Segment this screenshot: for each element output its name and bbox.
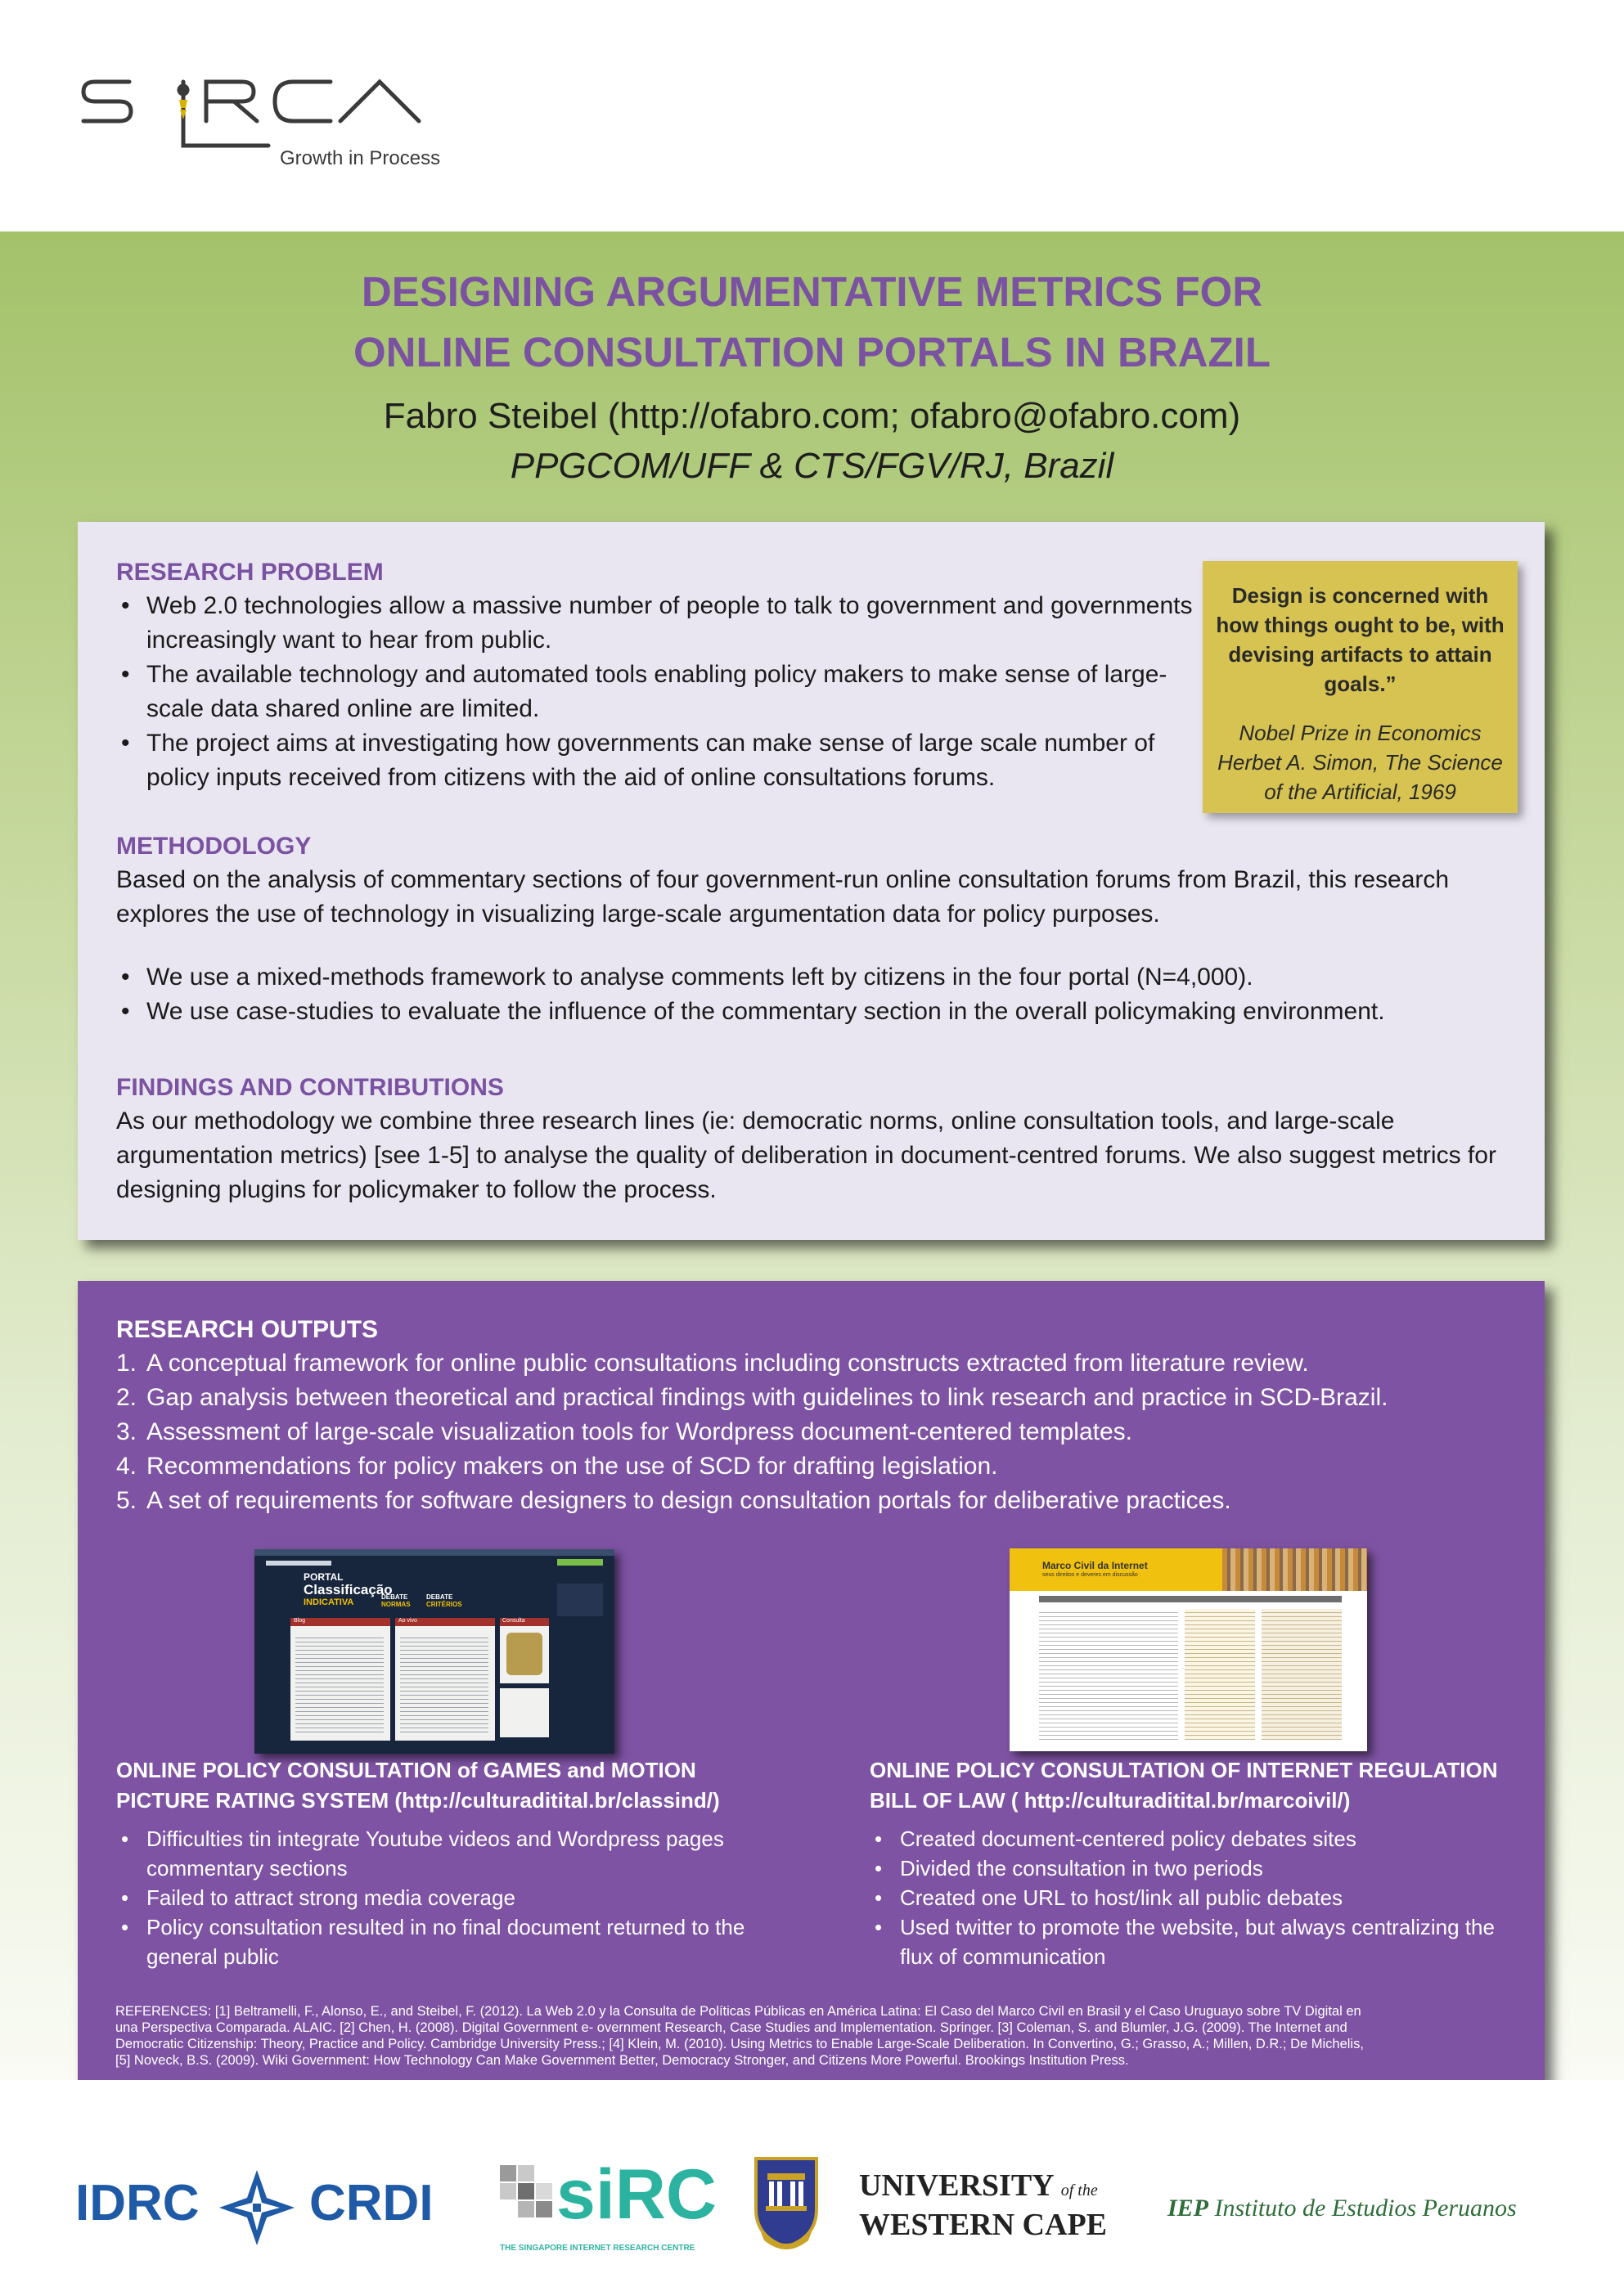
- affiliation-line: PPGCOM/UFF & CTS/FGV/RJ, Brazil: [510, 446, 1114, 486]
- uwc-wordmark: [859, 2168, 1107, 2242]
- crdi-logo-text: CRDI: [309, 2175, 434, 2231]
- title-line-2: ONLINE CONSULTATION PORTALS IN BRAZIL: [353, 329, 1271, 375]
- title-line-1: DESIGNING ARGUMENTATIVE METRICS FOR: [361, 268, 1263, 315]
- reference-line: una Perspectiva Comparada. ALAIC. [2] Chen, H. (2008). Digital Government e- overnment Research, Case Studies and Implementation. Springer. [3] Coleman, S. and Blumler, J.G. (2009). The Internet and: [115, 2020, 1347, 2035]
- findings-section: [116, 1072, 1523, 1207]
- research-outputs-section: [116, 1314, 1540, 1518]
- list-item: 3. Assessment of large-scale visualization tools for Wordpress document-centered templates.: [116, 1418, 1132, 1445]
- findings-paragraph: As our methodology we combine three research lines (ie: democratic norms, online consultation tools, and large-scale argumentation metrics) [see 1-5] to analyse the quality of deliberation in document-centred forums. We also suggest metrics for designing plugins for policymaker to follow the process.: [116, 1108, 1496, 1203]
- case-study-classind: [116, 1755, 803, 1971]
- list-item: 5. A set of requirements for software designers to design consultation portals for deliberative practices.: [116, 1487, 1231, 1514]
- quote-source: Nobel Prize in Economics Herbet A. Simon, The Science of the Artificial, 1969: [1217, 721, 1503, 804]
- marco-civil-title: Marco Civil da Internet: [1042, 1560, 1148, 1571]
- portal-label: PORTAL: [304, 1571, 344, 1583]
- research-problem-section: [116, 556, 1196, 795]
- reference-line: REFERENCES: [1] Beltramelli, F., Alonso, E., and Steibel, F. (2012). La Web 2.0 y la Consulta de Políticas Públicas en América Latina: El Caso del Marco Civil en Brasil y el Caso Uruguayo sobre TV Digital en: [115, 2004, 1361, 2019]
- iep-full-name: Instituto de Estudios Peruanos: [1214, 2195, 1517, 2222]
- iep-logo: [1167, 2195, 1517, 2222]
- list-item: • The available technology and automated tools enabling policy makers to make sense of large-scale data shared online are limited.: [116, 658, 1196, 726]
- research-outputs-heading: RESEARCH OUTPUTS: [116, 1316, 379, 1343]
- sirc-logo-text: siRC: [556, 2155, 717, 2234]
- quote-note: [1203, 561, 1518, 813]
- findings-heading: FINDINGS AND CONTRIBUTIONS: [116, 1074, 504, 1101]
- blog-column-title: Blog: [294, 1618, 306, 1624]
- references: [115, 2003, 1523, 2069]
- reference-line: [5] Noveck, B.S. (2009). Wiki Government: How Technology Can Make Government Better, Democracy Stronger, and Citizens More Powerful. Brookings Institution Press.: [115, 2053, 1129, 2068]
- list-item: • We use case-studies to evaluate the influence of the commentary section in the overall policymaking environment.: [116, 995, 1523, 1029]
- live-column-title: Ao vivo: [398, 1618, 417, 1624]
- list-item: • Failed to attract strong media coverage: [116, 1883, 803, 1912]
- uwc-line-2: WESTERN CAPE: [859, 2208, 1107, 2242]
- quote-text: Design is concerned with how things ought to be, with devising artifacts to attain goals.”: [1216, 583, 1505, 696]
- debate-topic: CRITÉRIOS: [426, 1601, 462, 1608]
- list-item: • We use a mixed-methods framework to analyse comments left by citizens in the four portal (N=4,000).: [116, 960, 1523, 995]
- list-item: • Web 2.0 technologies allow a massive number of people to talk to government and governments increasingly want to hear from public.: [116, 589, 1196, 658]
- portal-subtitle: INDICATIVA: [304, 1597, 354, 1607]
- methodology-list: [116, 960, 1523, 1029]
- poster-header: [0, 0, 1624, 231]
- poster-title: [0, 262, 1624, 383]
- sirca-logo-text: SIRCA: [79, 55, 118, 70]
- research-outputs-list: [116, 1346, 1540, 1518]
- portal-title: Classificação: [304, 1582, 393, 1597]
- reference-line: Democratic Citizenship: Theory, Practice and Policy. Cambridge University Press.; [4] Klein, M. (2010). Using Metrics to Enable Large-Scale Deliberation. In Convertino, G.; Grasso, A.; Millen, D.R.; De Michelis,: [115, 2037, 1364, 2051]
- methodology-paragraph: Based on the analysis of commentary sections of four government-run online consultation forums from Brazil, this research explores the use of technology in visualizing large-scale argumentation data for policy purposes.: [116, 866, 1450, 928]
- list-item: 2. Gap analysis between theoretical and practical findings with guidelines to link research and practice in SCD-Brazil.: [116, 1384, 1388, 1411]
- debate-label: DEBATE: [426, 1593, 453, 1601]
- case-bullets: [116, 1824, 803, 1971]
- sponsor-logos: [0, 2080, 1624, 2296]
- list-item: • Policy consultation resulted in no final document returned to the general public: [116, 1912, 803, 1971]
- iep-abbrev: IEP: [1167, 2195, 1209, 2222]
- debate-label: DEBATE: [381, 1593, 408, 1601]
- marco-civil-subtitle: seus direitos e deveres em discussão: [1042, 1572, 1138, 1578]
- uwc-line-1: UNIVERSITY: [859, 2168, 1054, 2203]
- research-problem-list: [116, 589, 1196, 795]
- tagline: Growth in Process: [280, 147, 441, 169]
- research-problem-heading: RESEARCH PROBLEM: [116, 559, 384, 586]
- list-item: • Used twitter to promote the website, but always centralizing the flux of communication: [870, 1912, 1524, 1971]
- sirc-subtitle: THE SINGAPORE INTERNET RESEARCH CENTRE: [500, 2244, 695, 2253]
- case-bullets: [870, 1824, 1524, 1971]
- list-item: • Created document-centered policy debates sites: [870, 1824, 1524, 1853]
- case-heading: ONLINE POLICY CONSULTATION of GAMES and MOTION PICTURE RATING SYSTEM (http://culturaditital.br/classind/): [116, 1758, 720, 1813]
- list-item: • Difficulties tin integrate Youtube videos and Wordpress pages commentary sections: [116, 1824, 803, 1883]
- idrc-logo-text: IDRC: [75, 2175, 200, 2231]
- uwc-of-the: of the: [1060, 2181, 1098, 2199]
- methodology-heading: METHODOLOGY: [116, 833, 312, 860]
- classind-portal-screenshot: [254, 1549, 614, 1754]
- marco-civil-screenshot: [1010, 1548, 1367, 1751]
- list-item: 1. A conceptual framework for online public consultations including constructs extracted from literature review.: [116, 1350, 1309, 1377]
- idrc-emblem-icon: [216, 2167, 298, 2249]
- consult-column-title: Consulta: [502, 1618, 525, 1624]
- sirc-squares-icon: [500, 2165, 554, 2227]
- list-item: • The project aims at investigating how governments can make sense of large scale number of policy inputs received from citizens with the aid of online consultations forums.: [116, 726, 1196, 795]
- methodology-section: [116, 830, 1523, 1029]
- list-item: • Divided the consultation in two periods: [870, 1853, 1524, 1883]
- case-heading: ONLINE POLICY CONSULTATION OF INTERNET REGULATION BILL OF LAW ( http://culturaditital.br/marcoivil/): [870, 1758, 1498, 1813]
- author-line: Fabro Steibel (http://ofabro.com; ofabro@ofabro.com): [383, 396, 1241, 436]
- list-item: • Created one URL to host/link all public debates: [870, 1883, 1524, 1912]
- uwc-crest-icon: [751, 2155, 821, 2252]
- case-study-marco-civil: [870, 1755, 1524, 1971]
- debate-topic: NORMAS: [381, 1601, 411, 1608]
- list-item: 4. Recommendations for policy makers on the use of SCD for drafting legislation.: [116, 1453, 998, 1480]
